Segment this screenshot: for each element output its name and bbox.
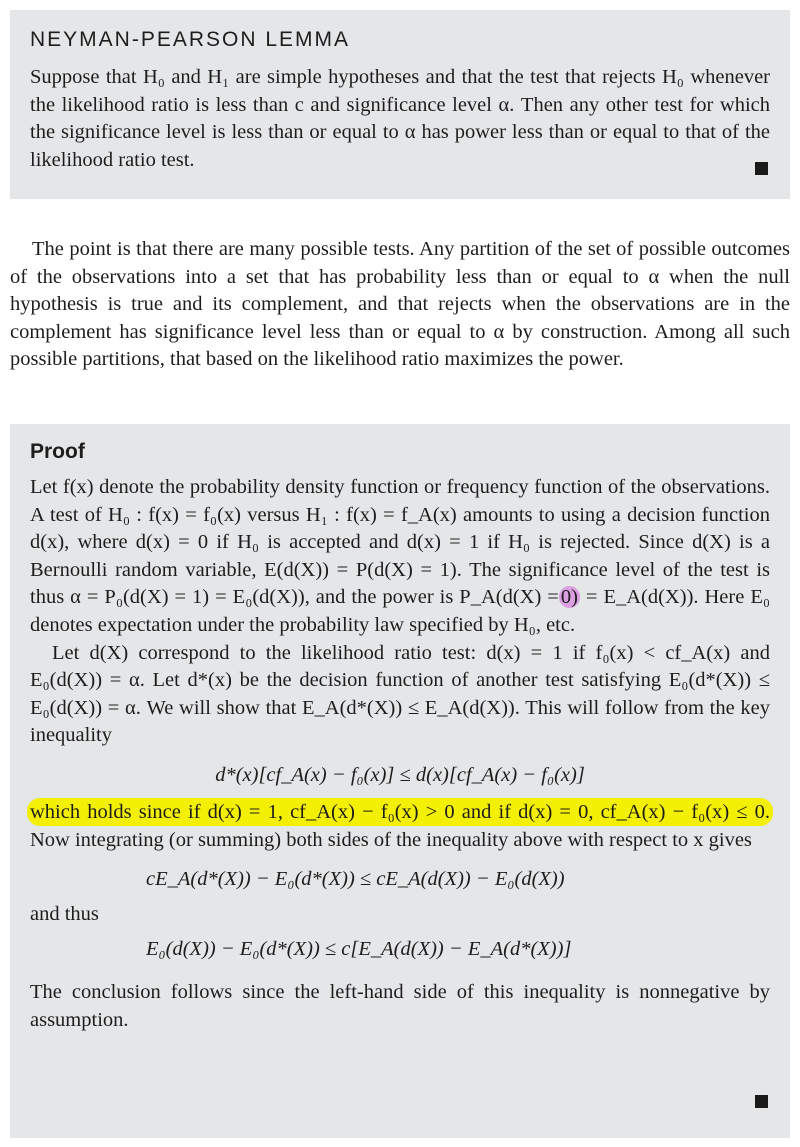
- final-inequality: E₀(d(X)) − E₀(d*(X)) ≤ c[E_A(d(X)) − E_A(d*(X))]: [146, 938, 572, 961]
- lemma-end-mark: [755, 162, 768, 175]
- proof-p3-rest: Now integrating (or summing) both sides of the inequality above with respect to x gives: [30, 828, 752, 851]
- lemma-box: [10, 10, 790, 199]
- pink-highlight: 0): [560, 586, 578, 609]
- proof-p1-text: Let f(x) denote the probability density function or frequency function of the observations. A test of H₀ : f(x) = f₀(x) versus H₁ : f(x) = f_A(x) amounts to using a decision function d(x), where d(x) = 0 if H₀ is accepted and d(x) = 1 if H₀ is rejected. Since d(X) is a Bernoulli random variable, E(d(X)) = P(d(X) = 1). The significance level of the test is thus α = P₀(d(X) = 1) = E₀(d(X)), and the power is P_A(d(X) =: [30, 476, 770, 609]
- lemma-heading: NEYMAN-PEARSON LEMMA: [30, 28, 351, 51]
- yellow-highlight: which holds since if d(x) = 1, cf_A(x) − f₀(x) > 0 and if d(x) = 0, cf_A(x) − f₀(x) ≤ 0.: [30, 800, 770, 823]
- proof-heading: Proof: [30, 440, 85, 463]
- proof-conclusion: The conclusion follows since the left-hand side of this inequality is nonnegative by assumption.: [30, 981, 770, 1031]
- proof-p1-rest: = E_A(d(X)). Here E₀ denotes expectation under the probability law specified by H₀, etc.: [30, 586, 770, 636]
- proof-paragraph-2: Let d(X) correspond to the likelihood ratio test: d(x) = 1 if f₀(x) < cf_A(x) and E₀(d(X)) = α. Let d*(x) be the decision function of another test satisfying E₀(d*(X)) ≤ E₀(d(X)) = α. We will show that E_A(d*(X)) ≤ E_A(d(X)). This will follow from the key inequality: [30, 641, 770, 747]
- proof-paragraph-3: [30, 799, 770, 854]
- lemma-text: Suppose that H₀ and H₁ are simple hypotheses and that the test that rejects H₀ whenever the likelihood ratio is less than c and significance level α. Then any other test for which the significance level is less than or equal to α has power less than or equal to that of the likelihood ratio test.: [30, 66, 770, 171]
- proof-end-mark: [755, 1095, 768, 1108]
- body-paragraph: The point is that there are many possible tests. Any partition of the set of possible outcomes of the observations into a set that has probability less than or equal to α when the null hypothesis is true and its complement, and that rejects when the observations are in the complement has significance level less than or equal to α by construction. Among all such possible partitions, that based on the likelihood ratio maximizes the power.: [10, 238, 790, 371]
- proof-box: [10, 424, 790, 1138]
- key-inequality: d*(x)[cf_A(x) − f₀(x)] ≤ d(x)[cf_A(x) − f₀(x)]: [215, 763, 585, 786]
- proof-paragraph-1: [30, 474, 770, 640]
- and-thus-text: and thus: [30, 903, 99, 926]
- integrated-inequality: cE_A(d*(X)) − E₀(d*(X)) ≤ cE_A(d(X)) − E₀(d(X)): [146, 868, 565, 891]
